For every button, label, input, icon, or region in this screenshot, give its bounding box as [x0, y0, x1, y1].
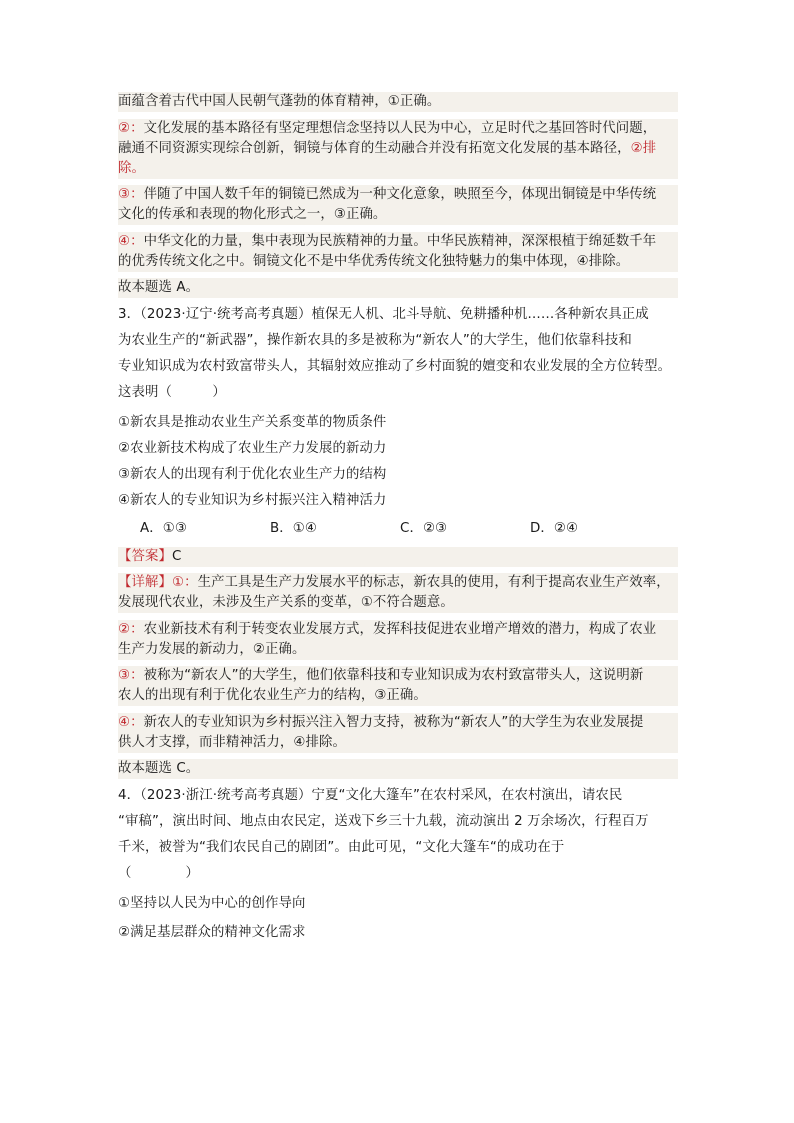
item-marker: ②：: [118, 621, 144, 637]
conclusion: 故本题选 A。: [118, 278, 678, 298]
statement-item: ③新农人的出现有利于优化农业生产力的结构: [118, 466, 387, 482]
statement-item: ④新农人的专业知识为乡村振兴注入精神活力: [118, 492, 387, 508]
question-stem-line: 3．（2023·辽宁·统考高考真题）植保无人机、北斗导航、免耕播种机……各种新农具正成: [118, 306, 649, 322]
analysis-line: [118, 139, 678, 159]
analysis-text: 伴随了中国人数千年的铜镜已然成为一种文化意象，映照至今，体现出铜镜是中华传统: [143, 187, 657, 202]
statement-item: ①新农具是推动农业生产关系变革的物质条件: [118, 414, 387, 430]
detail-label: 【详解】: [118, 575, 172, 590]
item-marker: ③：: [118, 187, 144, 202]
detail-line: 生产力发展的新动力，②正确。: [118, 640, 678, 660]
question-stem-line: 这表明（ ）: [118, 384, 226, 400]
question-stem-line: （ ）: [118, 865, 199, 881]
detail-text: 生产工具是生产力发展水平的标志，新农具的使用，有利于提高农业生产效率，: [197, 575, 670, 590]
detail-line: [118, 573, 678, 593]
analysis-line: 面蕴含着古代中国人民朝气蓬勃的体育精神，①正确。: [118, 92, 678, 112]
previous-question-analysis: [118, 92, 678, 298]
statement-item: ①坚持以人民为中心的创作导向: [118, 895, 306, 911]
statement-item: ②满足基层群众的精神文化需求: [118, 924, 306, 940]
item-marker: ①：: [171, 575, 198, 590]
answer-value: C: [171, 548, 182, 564]
option-c: C．②③: [400, 520, 448, 536]
detail-text: 农业新技术有利于转变农业发展方式，发挥科技促进农业增产增效的潜力，构成了农业: [143, 621, 657, 637]
analysis-line: 除。: [118, 159, 678, 179]
detail-line: 发展现代农业，未涉及生产关系的变革，①不符合题意。: [118, 593, 678, 613]
analysis-text-red: ②排: [630, 140, 657, 156]
statement-item: ②农业新技术构成了农业生产力发展的新动力: [118, 440, 387, 456]
question-stem-line: 4．（2023·浙江·统考高考真题）宁夏“文化大篷车”在农村采风，在农村演出，请农民: [118, 787, 623, 803]
page-content: [118, 92, 678, 943]
analysis-line: [118, 119, 678, 139]
detail-line: [118, 713, 678, 733]
analysis-text: 融通不同资源实现综合创新，铜镜与体育的生动融合并没有拓宽文化发展的基本路径，: [118, 140, 631, 156]
analysis-line: 文化的传承和表现的物化形式之一，③正确。: [118, 205, 678, 225]
question-4: [118, 786, 678, 943]
analysis-line: [118, 185, 678, 205]
question-stem-line: 专业知识成为农村致富带头人，其辐射效应推动了乡村面貌的嬗变和农业发展的全方位转型。: [118, 358, 672, 374]
answer-label: 【答案】: [118, 548, 172, 564]
question-stem-line: 千米，被誉为“我们农民自己的剧团”。由此可见，“文化大篷车“的成功在于: [118, 839, 565, 855]
detail-line: [118, 620, 678, 640]
question-3: [118, 305, 678, 780]
detail-text: 被称为“新农人”的大学生，他们依靠科技和专业知识成为农村致富带头人，这说明新: [143, 668, 644, 683]
analysis-line: [118, 232, 678, 252]
question-stem-line: 为农业生产的“新武器”，操作新农具的多是被称为“新农人”的大学生，他们依靠科技和: [118, 332, 632, 348]
option-b: B．①④: [270, 520, 317, 536]
item-marker: ④：: [118, 233, 144, 249]
item-marker: ②：: [118, 120, 144, 136]
answer-line: [118, 547, 678, 567]
question-stem-line: “审稿”，演出时间、地点由农民定，送戏下乡三十九载，流动演出 2 万余场次，行程百万: [118, 813, 649, 829]
option-a: A．①③: [140, 520, 187, 536]
item-marker: ③：: [118, 668, 144, 683]
conclusion: 故本题选 C。: [118, 759, 678, 779]
item-marker: ④：: [118, 714, 144, 730]
detail-text: 新农人的专业知识为乡村振兴注入智力支持，被称为“新农人”的大学生为农业发展提: [143, 714, 644, 730]
detail-line: 农人的出现有利于优化农业生产力的结构，③正确。: [118, 686, 678, 706]
analysis-line: 的优秀传统文化之中。铜镜文化不是中华优秀传统文化独特魅力的集中体现，④排除。: [118, 252, 678, 272]
detail-line: [118, 666, 678, 686]
detail-line: 供人才支撑，而非精神活力，④排除。: [118, 733, 678, 753]
option-d: D．②④: [530, 520, 579, 536]
analysis-text: 中华文化的力量，集中表现为民族精神的力量。中华民族精神，深深根植于绵延数千年: [143, 233, 657, 249]
answer-options: [118, 519, 678, 539]
analysis-text: 文化发展的基本路径有坚定理想信念坚持以人民为中心，立足时代之基回答时代问题，: [143, 120, 657, 136]
